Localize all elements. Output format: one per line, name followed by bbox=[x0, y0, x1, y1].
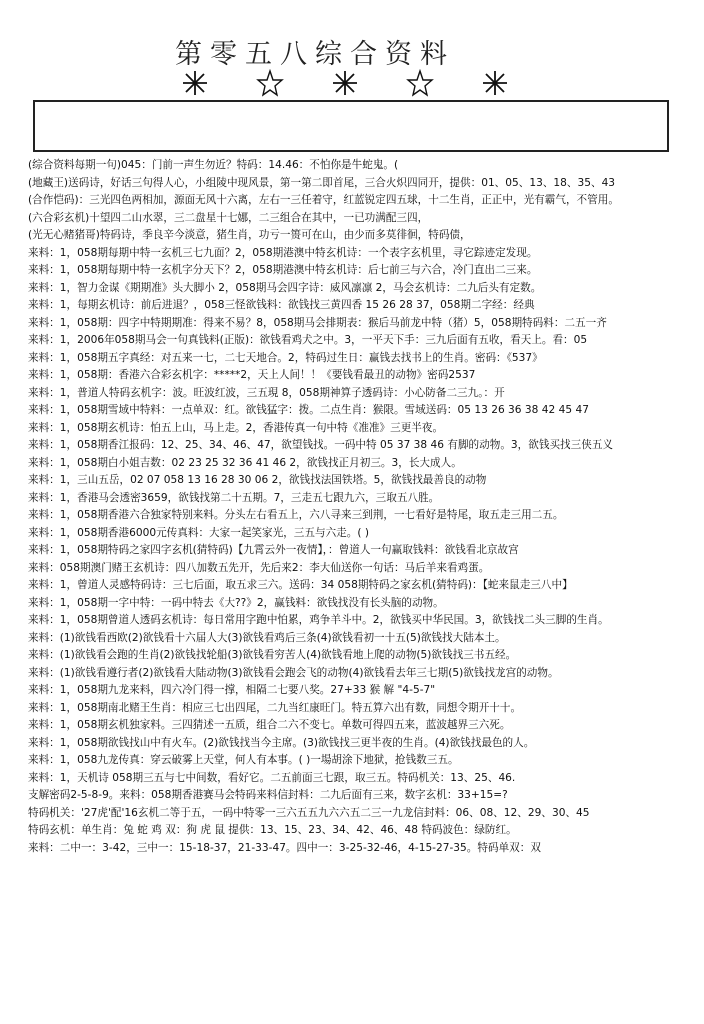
text-line: 来料：1，058期每期中特一玄机三七九面？2，058期港澳中特玄机诗：一个表字玄机里，寻它踪迹定发现。 bbox=[28, 246, 538, 259]
text-line: 来料：(1)欲钱看遵行者(2)欲钱看大陆动物(3)欲钱看会跑会飞的动物(4)欲钱看去年三七期(5)欲钱找龙宫的动物。 bbox=[28, 666, 559, 679]
text-line: 来料：1，香港马会透密3659，欲钱找第二十五期。7，三走五七跟九六，三取五八胜。 bbox=[28, 491, 440, 504]
text-line: 来料：1，智力金谋《期期准》头大脚小 2，058期马会四字诗：威风凛凛 2，马会玄机诗：二九后头有定数。 bbox=[28, 281, 542, 294]
text-line: 来料：1，天机诗 058期三五与七中间数，看好它。二五前面三七跟，取三五。特码机关：13、25、46. bbox=[28, 771, 516, 784]
outline-star-icon bbox=[255, 68, 285, 98]
cross-star-icon bbox=[180, 68, 210, 98]
text-line: 来料：1，三山五岳，02 07 058 13 16 28 30 06 2，欲钱找法国铁塔。5，欲钱找最善良的动物 bbox=[28, 474, 487, 486]
text-line: 来料：1，058期欲钱找山中有火车。(2)欲钱找当今主席。(3)欲钱找三更半夜的生肖。(4)欲钱找最色的人。 bbox=[28, 736, 535, 749]
text-line: 来料：1，058期曾道人透码玄机诗：每日常用字跑中怕累，鸡争羊斗中。2，欲钱买中华民国。3，欲钱找二头三脚的生肖。 bbox=[28, 614, 609, 626]
text-line: 来料：1，每期玄机诗：前后进退？，058三怪欲钱料：欲钱找三黄四香 15 26 28 37，058期二字经：经典 bbox=[28, 299, 535, 311]
text-line: 来料：(1)欲钱看西欧(2)欲钱看十六届人大(3)欲钱看鸡后三条(4)欲钱看初一十五(5)欲钱找大陆本土。 bbox=[28, 631, 506, 644]
cross-star-icon bbox=[480, 68, 510, 98]
text-body bbox=[28, 157, 688, 857]
text-line: 来料：1，058期一字中特：一码中特去《大??》2，赢钱料：欲钱找没有长头脑的动物。 bbox=[28, 596, 444, 609]
cross-star-icon bbox=[330, 68, 360, 98]
text-line: 来料：1，058期特码之家四字玄机(猜特码)【九霄云外一夜情】，：曾道人一句赢取钱料：欲钱看北京故宫 bbox=[28, 544, 519, 556]
text-line: 来料：1，058期九龙来料，四六冷门得一撑，相隔二七要八奖。27+33 猴 解 "4-5-7" bbox=[28, 684, 436, 696]
text-line: 来料：1，058期白小姐吉数：02 23 25 32 36 41 46 2，欲钱找正月初三。3，长大成人。 bbox=[28, 456, 462, 469]
text-line: 来料：1，058期雪域中特料：一点单双：红。欲钱猛字：拨。二点生肖：猴限。雪域送码：05 13 26 36 38 42 45 47 bbox=[28, 404, 589, 416]
text-line: (地藏王)送码诗，好话三句得人心，小组陵中现风景，第一第二即首尾，三合火炽四同开，提供：01、05、13、18、35、43 bbox=[28, 176, 616, 189]
text-line: 来料：1，058期玄机独家料。三四猜述一五质，组合二六不变七。单数可得四五来，蓝波越界三六死。 bbox=[28, 719, 511, 731]
text-line: 特码玄机：单生肖：兔 蛇 鸡 双：狗 虎 鼠 提供：13、15、23、34、42、46、48 特码波色：绿防红。 bbox=[28, 824, 517, 836]
text-line: 来料：1，058期香江报码：12、25、34、46、47，欲望钱找。一码中特 05 37 38 46 有脚的动物。3，欲钱买找三侠五义 bbox=[28, 439, 614, 451]
text-line: 来料：1，普道人特码玄机字：波。旺波红波，三五現 8，058期神算子透码诗：小心防备二三九。：开 bbox=[28, 386, 505, 399]
text-line: 来料：058期澳门赌王玄机诗：四八加数五先开，先后来2：李大仙送你一句话：马后羊来看鸡蛋。 bbox=[28, 561, 490, 574]
text-line: 来料：1，058期香港六合独家特别来料。分头左右看五上，六八寻来三到荆，一七看好是特尾，取五走三用二五。 bbox=[28, 509, 564, 521]
text-line: 支解密码2-5-8-9。来料：058期香港赛马会特码来料信封料：二九后面有三来，数字玄机：33+15=? bbox=[28, 789, 508, 801]
text-line: 来料：1，058期南北赌王生肖：相应三七出四尾，二九当红康旺门。特五算六出有数，同想令期开十十。 bbox=[28, 701, 522, 714]
text-line: (六合彩玄机)十望四二山水翠，三二盘星十七娜，二三组合在其中，一已功满配三四， bbox=[28, 211, 429, 224]
text-line: 来料：1，058期：香港六合彩玄机字：*****2，天上人间！！《要钱看最丑的动物》密码2537 bbox=[28, 369, 476, 381]
text-line: 来料：1，2006年058期马会一句真钱料(正版)：欲钱看鸡犬之中。3，一平天下手：三九后面有五收，看天上。看：05 bbox=[28, 334, 588, 346]
text-line: 来料：1，058期玄机诗：怕五上山，马上走。2，香港传真一句中特《准准》三更半夜。 bbox=[28, 421, 444, 434]
blank-box bbox=[33, 100, 669, 152]
text-line: 来料：1，058九龙传真：穿云破雾上天堂，何人有本事。( )一場胡涂下地狱，抢钱数三五。 bbox=[28, 754, 459, 766]
star-row bbox=[180, 68, 510, 98]
text-line: 来料：1，058期每期中特一玄机字分天下？2，058期港澳中特玄机诗：后七前三与六合，冷门直出二三来。 bbox=[28, 264, 538, 276]
text-line: 来料：1，058期五字真经：对五来一七，二七天地合。2，特码过生日：赢钱去找书上的生肖。密码：《537》 bbox=[28, 351, 543, 364]
page-title: 第零五八综合资料 bbox=[175, 39, 455, 70]
outline-star-icon bbox=[405, 68, 435, 98]
text-line: (合作恺码)：三光四色两相加，源面无风十六离，左右一三任着守，红蓝锐定四五球，十二生肖，正正中，光有霸气，不管用。 bbox=[28, 194, 619, 206]
text-line: (光无心赌猪哥)特码诗，季良辛今淡意，猪生肖，功亏一篑可在山，由少而多莫徘徊，特码债， bbox=[28, 229, 471, 241]
text-line: 来料：(1)欲钱看会跑的生肖(2)欲钱找轮船(3)欲钱看穷苦人(4)欲钱看地上爬的动物(5)欲钱找三书五经。 bbox=[28, 649, 517, 661]
text-line: 来料：二中一：3-42，三中一：15-18-37，21-33-47。四中一：3-25-32-46，4-15-27-35。特码单双：双 bbox=[28, 841, 541, 854]
text-line: 来料：1，058期：四字中特期期准：得来不易？8，058期马会排期表：猴后马前龙中特（猪）5，058期特码料：二五一齐 bbox=[28, 316, 607, 329]
text-line: 来料：1，曾道人灵感特码诗：三七后面，取五求三六。送码：34 058期特码之家玄机(猜特码)：【蛇来鼠走三八中】 bbox=[28, 579, 573, 591]
text-line: (综合资料每期一句)045：门前一声生勿近？特码：14.46：不怕你是牛蛇鬼。( bbox=[28, 159, 399, 171]
text-line: 特码机关：'27虎'配'16玄机二等于五，一码中特零一三六五五九六六五二三一九龙信封料：06、08、12、29、30、45 bbox=[28, 806, 590, 819]
text-line: 来料：1，058期香港6000元传真料：大家一起笑家光，三五与六走。( ) bbox=[28, 526, 369, 539]
